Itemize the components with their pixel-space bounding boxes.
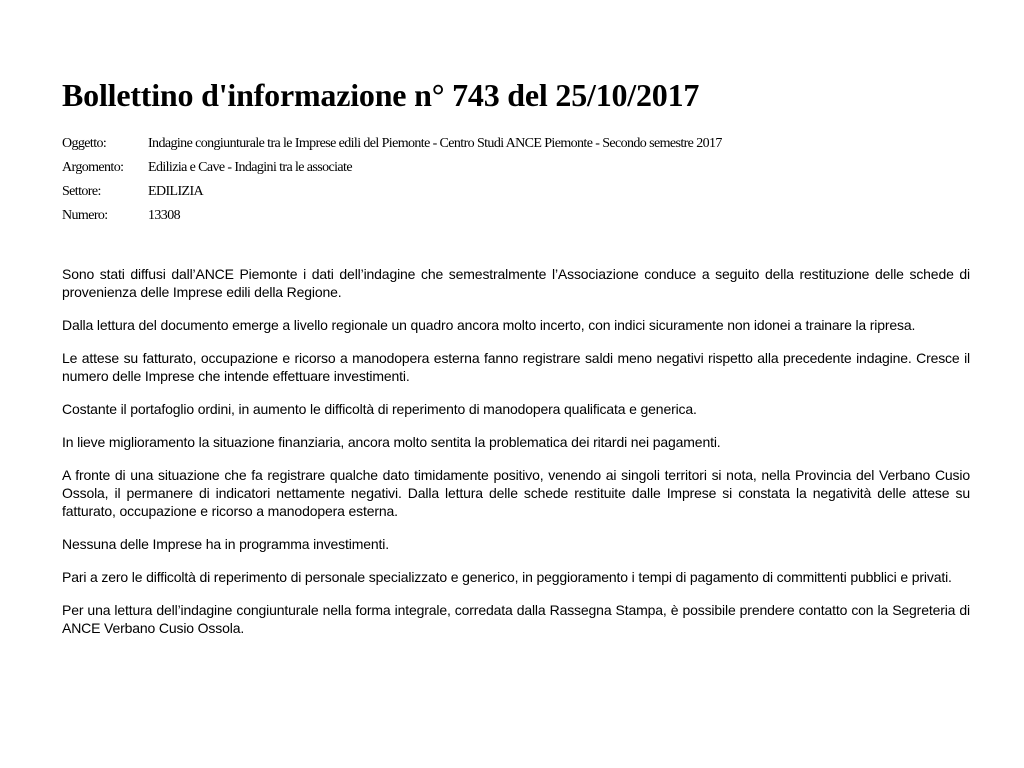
body-paragraph: Dalla lettura del documento emerge a livello regionale un quadro ancora molto incerto, con indici sicuramente non idonei a trainare la ripresa. [62, 317, 916, 333]
body-paragraph: A fronte di una situazione che fa registrare qualche dato timidamente positivo, venendo ai singoli territori si nota, nella Provincia del Verbano Cusio Ossola, il permanere di indicatori nettamente negativi. Dalla lettura delle schede restituite dalle Imprese si constata la negatività delle attese su fatturato, occupazione e ricorso a manodopera esterna. [62, 467, 970, 519]
meta-value: 13308 [148, 208, 181, 223]
body-paragraph: Sono stati diffusi dall’ANCE Piemonte i dati dell’indagine che semestralmente l’Associazione conduce a seguito della restituzione delle schede di provenienza delle Imprese edili della Regione. [62, 266, 970, 300]
meta-label: Argomento: [62, 160, 124, 175]
meta-label: Oggetto: [62, 136, 107, 151]
metadata-table [62, 132, 970, 228]
meta-label: Numero: [62, 208, 108, 223]
meta-value: EDILIZIA [148, 184, 204, 199]
body-paragraph: Nessuna delle Imprese ha in programma investimenti. [62, 536, 389, 552]
body-paragraph: Per una lettura dell’indagine congiunturale nella forma integrale, corredata dalla Rassegna Stampa, è possibile prendere contatto con la Segreteria di ANCE Verbano Cusio Ossola. [62, 602, 970, 636]
meta-label: Settore: [62, 184, 101, 199]
meta-value: Edilizia e Cave - Indagini tra le associate [148, 160, 352, 175]
document-title: Bollettino d'informazione n° 743 del 25/10/2017 [62, 77, 700, 113]
body-paragraph: Costante il portafoglio ordini, in aumento le difficoltà di reperimento di manodopera qualificata e generica. [62, 401, 697, 417]
meta-row-numero [62, 204, 970, 228]
meta-row-oggetto [62, 132, 970, 156]
meta-value: Indagine congiunturale tra le Imprese edili del Piemonte - Centro Studi ANCE Piemonte - Secondo semestre 2017 [148, 136, 722, 151]
document-body [62, 265, 970, 637]
meta-row-settore [62, 180, 970, 204]
body-paragraph: In lieve miglioramento la situazione finanziaria, ancora molto sentita la problematica dei ritardi nei pagamenti. [62, 434, 721, 450]
meta-row-argomento [62, 156, 970, 180]
document-page [62, 76, 970, 652]
body-paragraph: Pari a zero le difficoltà di reperimento di personale specializzato e generico, in peggioramento i tempi di pagamento di committenti pubblici e privati. [62, 569, 952, 585]
body-paragraph: Le attese su fatturato, occupazione e ricorso a manodopera esterna fanno registrare saldi meno negativi rispetto alla precedente indagine. Cresce il numero delle Imprese che intende effettuare investimenti. [62, 350, 970, 384]
